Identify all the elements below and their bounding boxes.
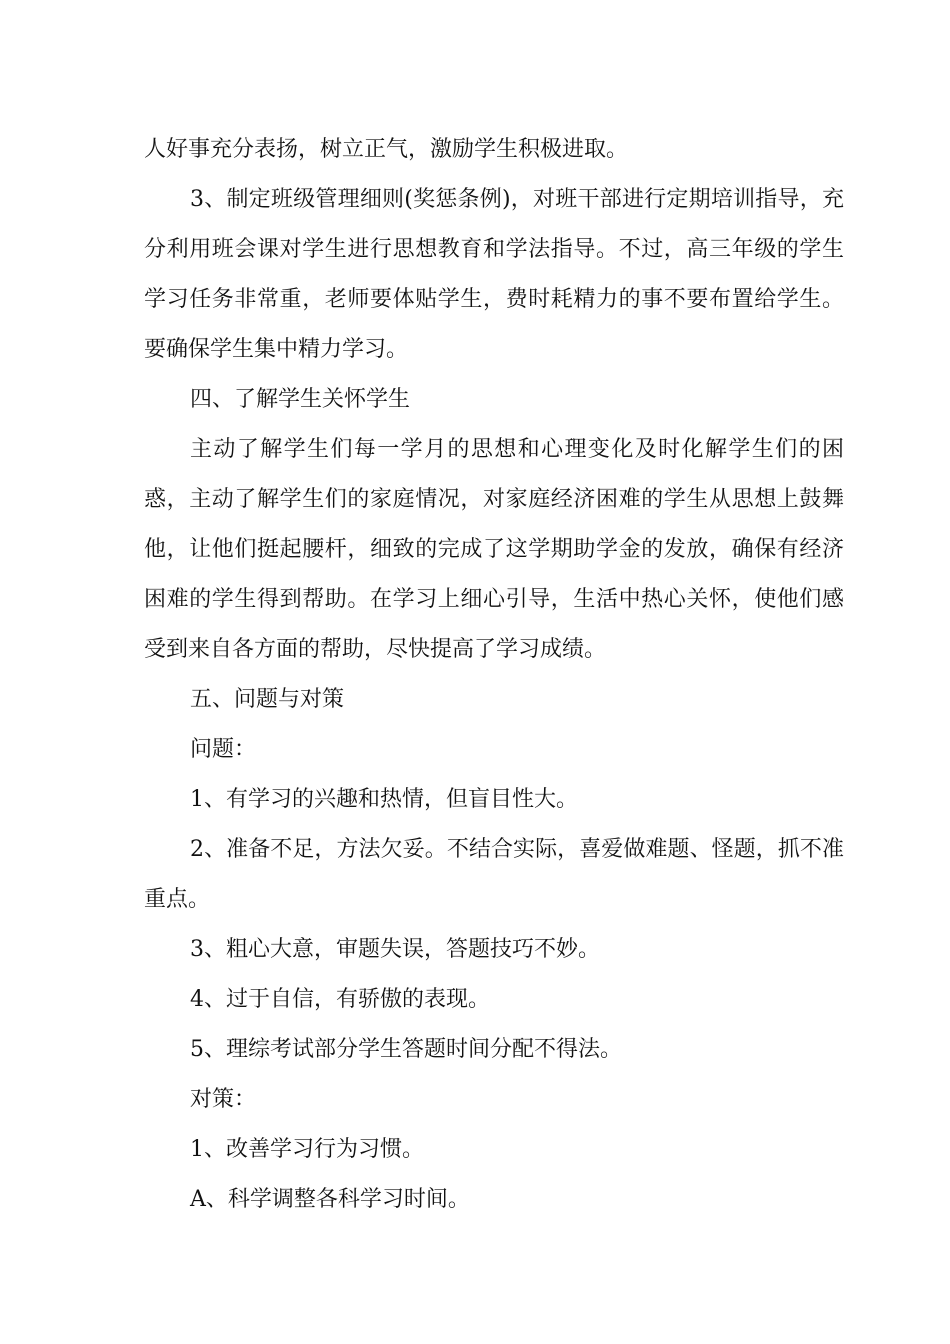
list-item-problem-2: 2、准备不足，方法欠妥。不结合实际，喜爱做难题、怪题，抓不准重点。 — [144, 837, 844, 912]
document-body — [144, 125, 844, 1225]
paragraph-class-rules: 3、制定班级管理细则(奖惩条例)，对班干部进行定期培训指导，充分利用班会课对学生进行思想教育和学法指导。不过，高三年级的学生学习任务非常重，老师要体贴学生，费时耗精力的事不要布置给学生。要确保学生集中精力学习。 — [144, 187, 844, 362]
paragraph-care-students: 主动了解学生们每一学月的思想和心理变化及时化解学生们的困惑，主动了解学生们的家庭情况，对家庭经济困难的学生从思想上鼓舞他，让他们挺起腰杆，细致的完成了这学期助学金的发放，确保有经济困难的学生得到帮助。在学习上细心引导，生活中热心关怀，使他们感受到来自各方面的帮助，尽快提高了学习成绩。 — [144, 437, 844, 662]
list-item-problem-3: 3、粗心大意，审题失误，答题技巧不妙。 — [190, 937, 600, 962]
list-item-countermeasure-a: A、科学调整各科学习时间。 — [190, 1187, 470, 1212]
list-item-problem-4: 4、过于自信，有骄傲的表现。 — [190, 987, 490, 1012]
paragraph-continuation: 人好事充分表扬，树立正气，激励学生积极进取。 — [144, 137, 629, 162]
section-heading-care-students: 四、了解学生关怀学生 — [190, 387, 411, 412]
section-heading-problems-countermeasures: 五、问题与对策 — [190, 687, 345, 712]
list-item-countermeasure-1: 1、改善学习行为习惯。 — [190, 1137, 424, 1162]
list-item-problem-5: 5、理综考试部分学生答题时间分配不得法。 — [190, 1037, 622, 1062]
subheading-problems: 问题： — [190, 737, 257, 762]
list-item-problem-1: 1、有学习的兴趣和热情，但盲目性大。 — [190, 787, 578, 812]
subheading-countermeasures: 对策： — [190, 1087, 257, 1112]
